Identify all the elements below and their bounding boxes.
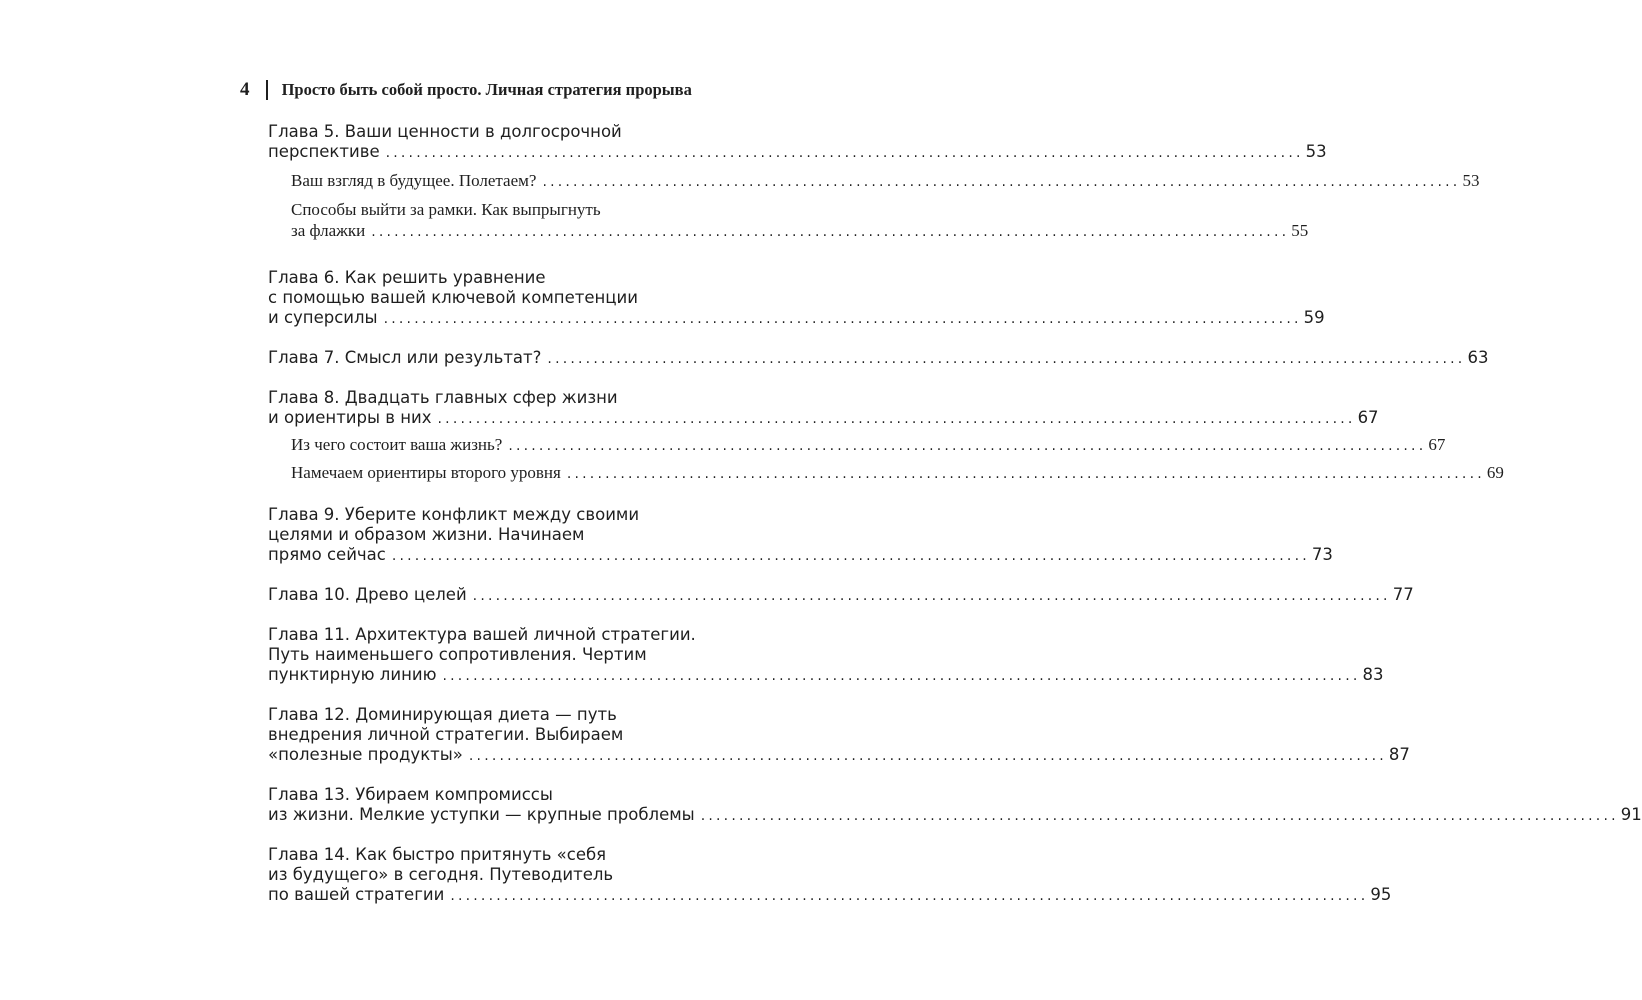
dot-leader: ........................................................................................................................	[547, 351, 1466, 367]
chapter-title-line: Глава 13. Убираем компромиссы	[268, 785, 553, 804]
toc-chapter-7[interactable]	[268, 348, 1489, 368]
toc-chapter-11[interactable]	[268, 625, 1384, 685]
chapter-title-line: Глава 8. Двадцать главных сфер жизни	[268, 388, 618, 407]
chapter-title-line: из жизни. Мелкие уступки — крупные проблемы	[268, 805, 695, 824]
chapter-title-line: Путь наименьшего сопротивления. Чертим	[268, 645, 647, 664]
chapter-title-line: Глава 11. Архитектура вашей личной стратегии.	[268, 625, 696, 644]
toc-chapter-9[interactable]	[268, 505, 1333, 565]
toc-chapter-5[interactable]	[268, 122, 1327, 162]
dot-leader: ........................................................................................................................	[542, 174, 1461, 190]
dot-leader: ........................................................................................................................	[468, 748, 1387, 764]
toc-chapter-12[interactable]	[268, 705, 1410, 765]
dot-leader: ........................................................................................................................	[383, 311, 1302, 327]
chapter-title-line: с помощью вашей ключевой компетенции	[268, 288, 638, 307]
toc-chapter-13[interactable]	[268, 785, 1642, 825]
chapter-title-line: Глава 7. Смысл или результат?	[268, 348, 542, 367]
section-title-line: Из чего состоит ваша жизнь?	[291, 435, 503, 454]
chapter-title-line: Глава 12. Доминирующая диета — путь	[268, 705, 617, 724]
section-page-number: 53	[1462, 171, 1480, 190]
chapter-title-line: Глава 10. Древо целей	[268, 585, 467, 604]
dot-leader: ........................................................................................................................	[391, 548, 1310, 564]
chapter-page-number: 77	[1392, 585, 1414, 604]
page-number: 4	[240, 79, 250, 100]
chapter-title-line: прямо сейчас	[268, 545, 386, 564]
dot-leader: ........................................................................................................................	[437, 411, 1356, 427]
running-header	[240, 78, 692, 102]
toc-chapter-10[interactable]	[268, 585, 1414, 605]
chapter-title-line: перспективе	[268, 142, 380, 161]
dot-leader: ........................................................................................................................	[371, 224, 1290, 240]
section-title-line: за флажки	[291, 221, 366, 240]
chapter-title-line: целями и образом жизни. Начинаем	[268, 525, 585, 544]
chapter-title-line: из будущего» в сегодня. Путеводитель	[268, 865, 614, 884]
chapter-title-line: и ориентиры в них	[268, 408, 432, 427]
chapter-title-line: Глава 14. Как быстро притянуть «себя	[268, 845, 607, 864]
section-page-number: 69	[1486, 463, 1504, 482]
chapter-title-line: Глава 6. Как решить уравнение	[268, 268, 546, 287]
table-of-contents	[268, 122, 1642, 905]
toc-section-8-1[interactable]	[268, 434, 1446, 455]
chapter-page-number: 53	[1305, 142, 1327, 161]
chapter-title-line: «полезные продукты»	[268, 745, 463, 764]
section-title-line: Ваш взгляд в будущее. Полетаем?	[291, 171, 537, 190]
toc-chapter-6[interactable]	[268, 268, 1325, 328]
dot-leader: ........................................................................................................................	[385, 145, 1304, 161]
chapter-page-number: 59	[1303, 308, 1325, 327]
chapter-page-number: 91	[1620, 805, 1642, 824]
chapter-page-number: 73	[1311, 545, 1333, 564]
toc-section-5-2[interactable]	[268, 199, 1309, 241]
toc-section-8-2[interactable]	[268, 462, 1504, 483]
dot-leader: ........................................................................................................................	[700, 808, 1619, 824]
chapter-page-number: 83	[1362, 665, 1384, 684]
dot-leader: ........................................................................................................................	[450, 888, 1369, 904]
chapter-title-line: пунктирную линию	[268, 665, 437, 684]
toc-chapter-14[interactable]	[268, 845, 1392, 905]
chapter-page-number: 67	[1357, 408, 1379, 427]
section-title-line: Способы выйти за рамки. Как выпрыгнуть	[291, 200, 601, 219]
chapter-page-number: 87	[1388, 745, 1410, 764]
dot-leader: ........................................................................................................................	[472, 588, 1391, 604]
dot-leader: ........................................................................................................................	[442, 668, 1361, 684]
toc-chapter-8[interactable]	[268, 388, 1379, 428]
chapter-title-line: и суперсилы	[268, 308, 378, 327]
dot-leader: ........................................................................................................................	[508, 438, 1427, 454]
chapter-page-number: 63	[1467, 348, 1489, 367]
dot-leader: ........................................................................................................................	[566, 466, 1485, 482]
toc-section-5-1[interactable]	[268, 170, 1480, 191]
chapter-title-line: по вашей стратегии	[268, 885, 445, 904]
chapter-title-line: внедрения личной стратегии. Выбираем	[268, 725, 624, 744]
chapter-title-line: Глава 5. Ваши ценности в долгосрочной	[268, 122, 622, 141]
book-title: Просто быть собой просто. Личная стратегия прорыва	[281, 80, 692, 99]
section-page-number: 67	[1428, 435, 1446, 454]
section-page-number: 55	[1291, 221, 1309, 240]
chapter-title-line: Глава 9. Уберите конфликт между своими	[268, 505, 640, 524]
chapter-page-number: 95	[1370, 885, 1392, 904]
header-divider	[266, 80, 268, 100]
section-title-line: Намечаем ориентиры второго уровня	[291, 463, 561, 482]
